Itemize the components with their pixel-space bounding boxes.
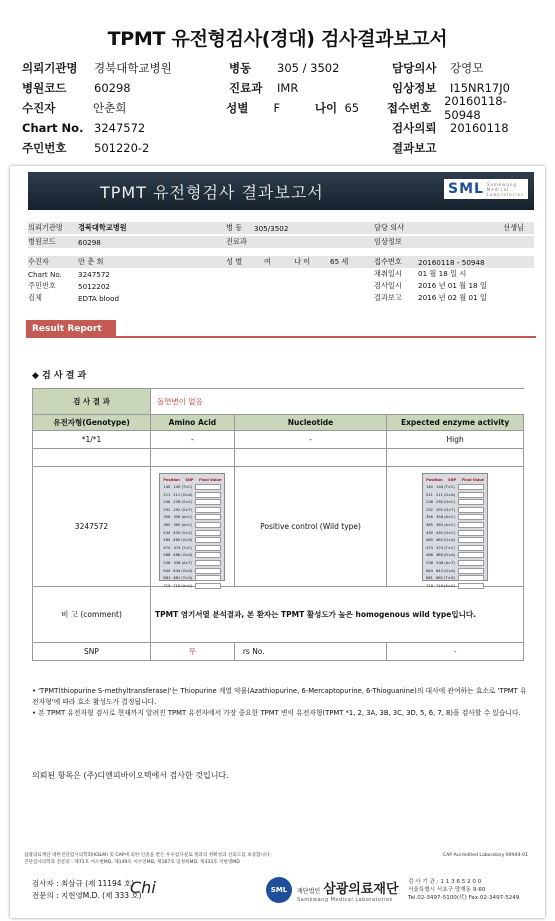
- i-specimen-label: 검체: [28, 293, 42, 302]
- i-report-label: 결과보고: [374, 293, 402, 302]
- signatures: [32, 878, 142, 902]
- thumb-row: [163, 552, 221, 560]
- age-label: 나이: [314, 101, 338, 115]
- request-value: 20160118: [450, 121, 509, 135]
- doctor-label: 담당의사: [392, 61, 437, 75]
- thumb-row: [163, 514, 221, 522]
- i-patient-value: 안 춘 희: [78, 257, 104, 266]
- thumb-row: [426, 552, 484, 560]
- thumb-value-box: [195, 522, 221, 528]
- rrn-label: 주민번호: [22, 141, 67, 155]
- rs-label: rs No.: [234, 643, 386, 661]
- org-english: Samkwang Medical Laboratories: [297, 896, 393, 903]
- i-specimen-value: EDTA blood: [78, 293, 120, 303]
- snp-value: 무: [151, 643, 235, 661]
- thumb-cell: 719: [426, 583, 433, 588]
- thumb-header-cell: SNP: [448, 477, 457, 482]
- positive-control: Positive control (Wild type): [234, 467, 386, 587]
- thumb-cell: 292: [163, 507, 171, 512]
- thumb-row: [426, 545, 484, 553]
- hospital-value: 경북대학교병원: [94, 61, 172, 75]
- thumb-row: [163, 522, 221, 530]
- specialist-signature: 전문의 : 지현영M.D. (제 333 호): [32, 891, 142, 900]
- thumb-cell: 365 (A>C): [436, 523, 455, 528]
- chart-label: Chart No.: [22, 121, 84, 135]
- thumb-row: [426, 560, 484, 568]
- thumb-value-box: [458, 492, 484, 498]
- i-ward-value: 305/3502: [254, 223, 289, 233]
- thumb-cell: 719 (A>G): [173, 583, 193, 588]
- nucleotide-header: Nucleotide: [234, 415, 386, 431]
- samkwang-logo: [266, 877, 399, 903]
- thumb-row: [163, 499, 221, 507]
- thumb-cell: 430 (G>C): [173, 530, 193, 535]
- thumb-cell: 474: [163, 545, 171, 550]
- logo-sub-1: Samkwang: [486, 181, 517, 187]
- genotype-header: 유전자형(Genotype): [33, 415, 151, 431]
- thumb-value-box: [195, 560, 221, 566]
- i-report-value: 2016 년 02 월 01 일: [418, 293, 487, 302]
- thumb-value-box: [195, 484, 221, 490]
- thumb-cell: 356: [426, 515, 433, 520]
- thumb-row: [163, 545, 221, 553]
- thumb-row: [426, 530, 484, 538]
- result-label: 검 사 결 과: [33, 389, 151, 415]
- thumb-value-box: [195, 575, 221, 581]
- thumb-value-box: [195, 530, 221, 536]
- tester-signature: 검사자 : 최삼규 (제 11194 호): [32, 879, 135, 888]
- amino-cell: -: [151, 431, 235, 449]
- thumb-row: [163, 530, 221, 538]
- report-info: [28, 222, 534, 304]
- thumb-cell: 238 (G>C): [435, 500, 456, 505]
- thumb-row: [163, 537, 221, 545]
- thumb-header-cell: Final Value: [461, 477, 485, 482]
- thumb-cell: 488: [426, 553, 433, 558]
- thumb-cell: 681 (T>G): [436, 576, 455, 581]
- i-hospital-label: 의뢰기관명: [28, 223, 63, 232]
- hcode-value: 60298: [94, 81, 131, 95]
- i-hcode-value: 60298: [78, 237, 101, 247]
- result-report-badge: Result Report: [26, 320, 116, 338]
- thumb-cell: 140: [163, 485, 171, 490]
- thumb-cell: 211: [426, 492, 433, 497]
- i-sex-label: 성 별: [226, 257, 243, 266]
- thumb-cell: 356 (A>C): [173, 515, 193, 520]
- thumb-value-box: [195, 499, 221, 505]
- thumb-cell: 356 (A>C): [436, 515, 455, 520]
- thumb-cell: 488: [163, 553, 171, 558]
- sex-value: F: [273, 101, 281, 115]
- i-rrn-value: 5012202: [78, 281, 111, 291]
- hcode-label: 병원코드: [22, 81, 67, 95]
- thumb-cell: 538 (A>T): [173, 561, 193, 566]
- thumb-value-box: [195, 537, 221, 543]
- org-prefix: 재단법인: [297, 887, 321, 895]
- thumb-cell: 238: [426, 500, 433, 505]
- thumb-cell: 140: [426, 485, 433, 490]
- thumb-value-box: [195, 514, 221, 520]
- sml-logo: [444, 179, 528, 199]
- org-name: 삼광의료재단: [323, 881, 399, 897]
- thumb-cell: 238 (G>C): [173, 500, 193, 505]
- i-doctor-value: 선생님: [503, 223, 524, 232]
- thumb-value-box: [458, 484, 484, 490]
- sample-id: 3247572: [33, 467, 151, 587]
- sample-sequence-thumbnail: [159, 473, 225, 588]
- thumb-cell: 681: [163, 576, 171, 581]
- sex-label: 성별: [226, 101, 249, 115]
- thumb-row: [426, 507, 484, 515]
- thumb-cell: 719: [163, 583, 171, 588]
- thumb-cell: 430: [426, 530, 433, 535]
- thumb-value-box: [458, 568, 484, 574]
- thumb-cell: 460: [426, 538, 433, 543]
- thumb-value-box: [458, 514, 484, 520]
- rrn-value: 501220-2: [94, 141, 150, 155]
- i-hospital-value: 경북대학교병원: [78, 223, 127, 232]
- chart-value: 3247572: [94, 121, 146, 135]
- header-info: [22, 58, 542, 158]
- i-hcode-label: 병원코드: [28, 237, 56, 246]
- i-age-label: 나 이: [294, 257, 311, 266]
- request-label: 검사의뢰: [392, 121, 437, 135]
- sml-logo-text: SML: [447, 181, 484, 197]
- thumb-cell: 474 (T>C): [436, 545, 455, 550]
- thumb-cell: 430: [163, 530, 171, 535]
- thumb-value-box: [458, 545, 484, 551]
- thumb-row: [426, 537, 484, 545]
- logo-sub-2: Medical: [486, 186, 510, 192]
- remark-label: 비 고 (comment): [33, 587, 151, 643]
- thumb-cell: 292 (G>T): [436, 507, 455, 512]
- i-patient-label: 수진자: [28, 257, 49, 266]
- thumb-row: [426, 484, 484, 492]
- i-test-value: 2016 년 01 월 18 일: [418, 281, 487, 290]
- thumb-cell: 211 (G>A): [173, 492, 193, 497]
- thumb-value-box: [458, 583, 484, 589]
- footer-certification: [24, 852, 534, 866]
- snp-label: SNP: [33, 643, 151, 661]
- genotype-cell: *1/*1: [33, 431, 151, 449]
- thumb-header-cell: SNP: [185, 477, 194, 482]
- thumb-cell: 488 (G>A): [173, 553, 193, 558]
- thumb-cell: 538 (A>T): [436, 561, 455, 566]
- hospital-label: 의뢰기관명: [22, 61, 78, 75]
- i-doctor-label: 담당 의사: [374, 223, 405, 232]
- thumb-value-box: [458, 575, 484, 581]
- document-title: TPMT 유전형검사(경대) 검사결과보고서: [107, 28, 448, 50]
- report-label: 결과보고: [392, 141, 437, 155]
- clinical-value: I15NR17J0: [450, 81, 510, 95]
- thumb-cell: 644 (G>A): [436, 568, 456, 573]
- thumb-cell: 365: [163, 523, 171, 528]
- nucleotide-cell: -: [234, 431, 386, 449]
- request-note: 의뢰된 항목은 (주)디엔피바이오텍에서 검사한 것입니다.: [32, 771, 229, 780]
- i-clinical-label: 임상정보: [374, 237, 402, 246]
- i-rrn-label: 주민번호: [28, 281, 56, 290]
- thumb-row: [163, 560, 221, 568]
- thumb-cell: 719 (A>G): [436, 583, 456, 588]
- thumb-cell: 460: [163, 538, 171, 543]
- report-banner: [28, 172, 534, 210]
- thumb-cell: 644: [426, 568, 433, 573]
- addr-line-1: 검 사 기 관 : 1 1 3 6 5 2 0 0: [408, 879, 482, 885]
- thumb-cell: 140 (T>C): [173, 485, 193, 490]
- thumb-cell: 211: [163, 492, 171, 497]
- thumb-value-box: [458, 530, 484, 536]
- result-value: 돌연변이 없음: [151, 389, 524, 415]
- section-title: ◆ 검 사 결 과: [32, 371, 87, 381]
- thumb-cell: 365 (A>C): [173, 523, 193, 528]
- thumb-cell: 292 (G>T): [173, 507, 193, 512]
- remark-value: TPMT 염기서열 분석결과, 본 환자는 TPMT 활성도가 높은 homogenous wild type입니다.: [151, 587, 524, 643]
- thumb-cell: 140 (T>C): [436, 485, 455, 490]
- thumb-row: [426, 575, 484, 583]
- expected-header: Expected enzyme activity: [387, 415, 524, 431]
- cap-accreditation: CAP Accredited Laboratory 69944-01: [442, 853, 528, 858]
- logo-sub-3: Laboratories: [486, 191, 524, 197]
- note-1: • 'TPMT(thiopurine S-methyltransferase)'는 Thiopurine 계열 약물(Azathiopurine, 6-Mercaptopurine, 6-Thioguanine)의 대사에 관여하는 효소로 'TPMT 유전자형'에 따라 효소 활성도가 결정됩니다.: [32, 687, 527, 706]
- thumb-cell: 644 (G>A): [173, 568, 193, 573]
- banner-title: TPMT 유전형검사 결과보고서: [100, 182, 324, 202]
- dept-label: 진료과: [229, 81, 263, 95]
- i-age-value: 65 세: [330, 257, 349, 266]
- thumb-value-box: [195, 583, 221, 589]
- thumb-value-box: [195, 568, 221, 574]
- thumb-cell: 365: [426, 523, 433, 528]
- thumb-row: [163, 484, 221, 492]
- thumb-cell: 538: [426, 561, 433, 566]
- thumb-cell: 644: [163, 568, 171, 573]
- scanned-report: [10, 166, 545, 918]
- thumb-value-box: [195, 507, 221, 513]
- cert-line-2: 진단검사의학과 전문의 : 제71호 서소현MD, 제149호 이수연MD, 제187호 임정희MD, 제333호 지현영MD: [24, 860, 240, 865]
- thumb-value-box: [458, 560, 484, 566]
- thumb-value-box: [458, 522, 484, 528]
- thumb-header-cell: Position: [426, 477, 443, 482]
- thumb-header-cell: Final Value: [199, 477, 222, 482]
- cert-line-1: 삼광의료재단 대한진단검사의학회(KSLM) 및 CAP에 의한 인증을 받은 우수검사실로 결과의 정확성과 신뢰도를 보증합니다.: [24, 853, 271, 858]
- receipt-value: 20160118-50948: [444, 94, 507, 122]
- handwritten-signature: Chi: [130, 878, 156, 897]
- amino-header: Amino Acid: [151, 415, 235, 431]
- expected-cell: High: [387, 431, 524, 449]
- thumb-value-box: [195, 545, 221, 551]
- thumb-row: [426, 499, 484, 507]
- result-divider: [26, 336, 536, 338]
- i-ward-label: 병 동: [226, 223, 243, 232]
- thumb-cell: 488 (G>A): [436, 553, 456, 558]
- receipt-label: 접수번호: [386, 101, 432, 115]
- i-collect-value: 01 월 18 일 시: [418, 269, 467, 278]
- thumb-row: [163, 492, 221, 500]
- thumb-value-box: [195, 492, 221, 498]
- thumb-cell: 460 (G>A): [173, 538, 193, 543]
- addr-line-3: Tel.02-3497-5100(代) Fax.02-3497-5249: [408, 895, 520, 901]
- thumb-cell: 356: [163, 515, 171, 520]
- thumb-value-box: [458, 537, 484, 543]
- thumb-cell: 538: [163, 561, 171, 566]
- thumb-cell: 292: [426, 507, 433, 512]
- thumb-cell: 681 (T>G): [173, 576, 193, 581]
- thumb-cell: 238: [163, 500, 171, 505]
- thumb-value-box: [458, 499, 484, 505]
- i-chart-value: 3247572: [78, 269, 111, 279]
- thumb-cell: 474: [426, 545, 433, 550]
- i-receipt-label: 접수번호: [374, 257, 402, 266]
- patient-label: 수진자: [22, 101, 56, 115]
- i-test-label: 검사일시: [374, 281, 402, 290]
- doctor-value: 강영모: [450, 61, 484, 75]
- thumb-value-box: [195, 552, 221, 558]
- thumb-cell: 460 (G>A): [436, 538, 456, 543]
- thumb-row: [163, 507, 221, 515]
- org-address: [408, 878, 519, 902]
- thumb-row: [163, 575, 221, 583]
- thumb-cell: 211 (G>A): [436, 492, 456, 497]
- rs-value: -: [387, 643, 524, 661]
- addr-line-2: 서울특별시 서초구 양재동 9-60: [408, 887, 486, 893]
- clinical-label: 임상정보: [392, 81, 437, 95]
- thumb-row: [426, 514, 484, 522]
- thumb-cell: 681: [426, 576, 433, 581]
- thumb-header-cell: Position: [163, 477, 180, 482]
- i-collect-label: 채취일시: [374, 269, 402, 278]
- result-table: [32, 388, 524, 661]
- notes: [32, 686, 532, 719]
- i-receipt-value: 20160118 - 50948: [418, 257, 485, 267]
- dept-value: IMR: [277, 81, 299, 95]
- org-badge: SML: [266, 877, 292, 903]
- ward-value: 305 / 3502: [277, 61, 340, 75]
- thumb-row: [426, 492, 484, 500]
- thumb-value-box: [458, 507, 484, 513]
- thumb-row: [426, 568, 484, 576]
- i-dept-label: 진료과: [226, 237, 247, 246]
- i-sex-value: 여: [264, 257, 271, 266]
- patient-value: 안춘희: [93, 101, 127, 115]
- thumb-cell: 430 (G>C): [435, 530, 456, 535]
- age-value: 65: [344, 101, 360, 115]
- thumb-value-box: [458, 552, 484, 558]
- control-sequence-thumbnail: [422, 473, 488, 588]
- thumb-row: [163, 568, 221, 576]
- thumb-row: [426, 522, 484, 530]
- note-2: • 본 TPMT 유전자형 검사로 현재까지 알려진 TPMT 유전자에서 가장 중요한 TPMT 변이 유전자형(TPMT *1, 2, 3A, 3B, 3C, 3D, 5, 6, 7, 8)을 검사할 수 있습니다.: [32, 709, 521, 717]
- i-chart-label: Chart No.: [28, 269, 62, 279]
- thumb-cell: 474 (T>C): [173, 545, 193, 550]
- ward-label: 병동: [229, 61, 252, 75]
